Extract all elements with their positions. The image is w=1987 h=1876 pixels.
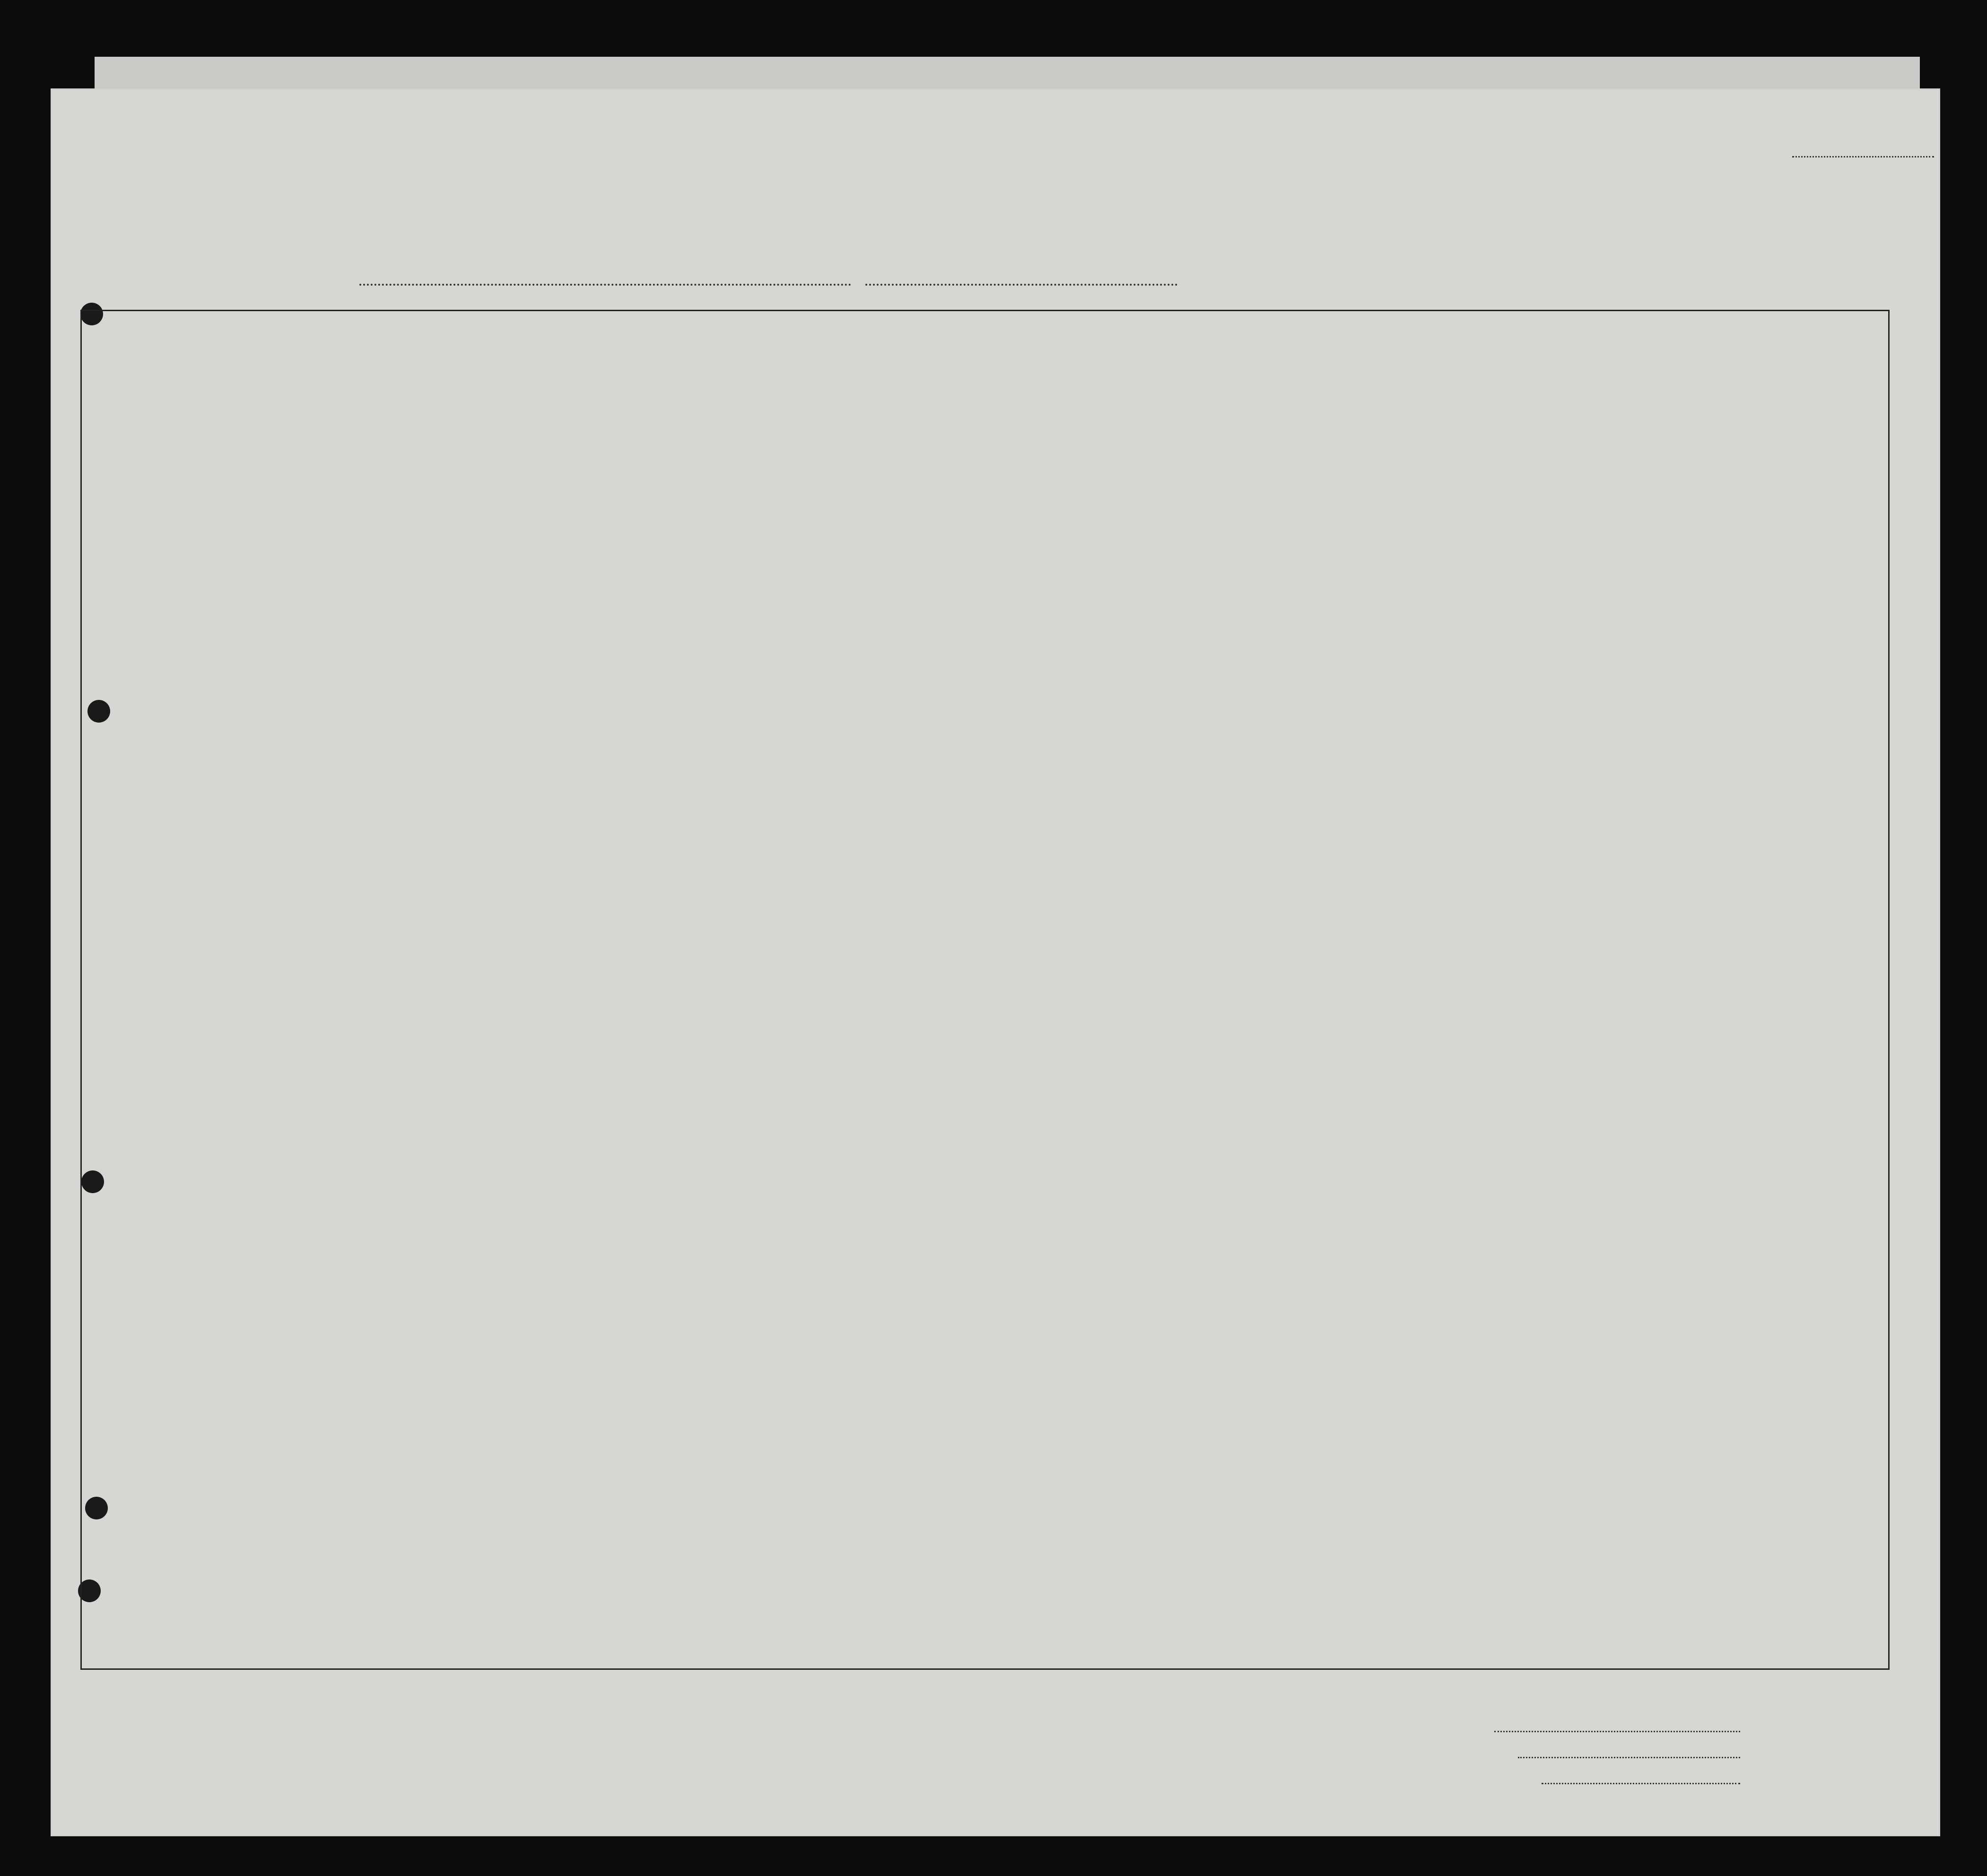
col-26-header xyxy=(1310,359,1329,482)
manifest-table xyxy=(80,310,1890,1670)
col-19-header xyxy=(586,378,610,487)
col-28-header xyxy=(1362,359,1381,482)
col-30-header xyxy=(1447,359,1466,482)
col-31-header xyxy=(1466,359,1485,482)
list-line xyxy=(1792,156,1934,157)
col-27-header xyxy=(1329,359,1348,482)
col-21-header xyxy=(707,359,731,478)
date-line xyxy=(865,284,1177,286)
line-field xyxy=(1494,1731,1740,1732)
port-line xyxy=(359,284,851,286)
agents-field xyxy=(1542,1783,1740,1784)
col-29-header xyxy=(1414,359,1433,482)
col-25-header xyxy=(1272,359,1291,482)
owners-field xyxy=(1518,1757,1740,1758)
